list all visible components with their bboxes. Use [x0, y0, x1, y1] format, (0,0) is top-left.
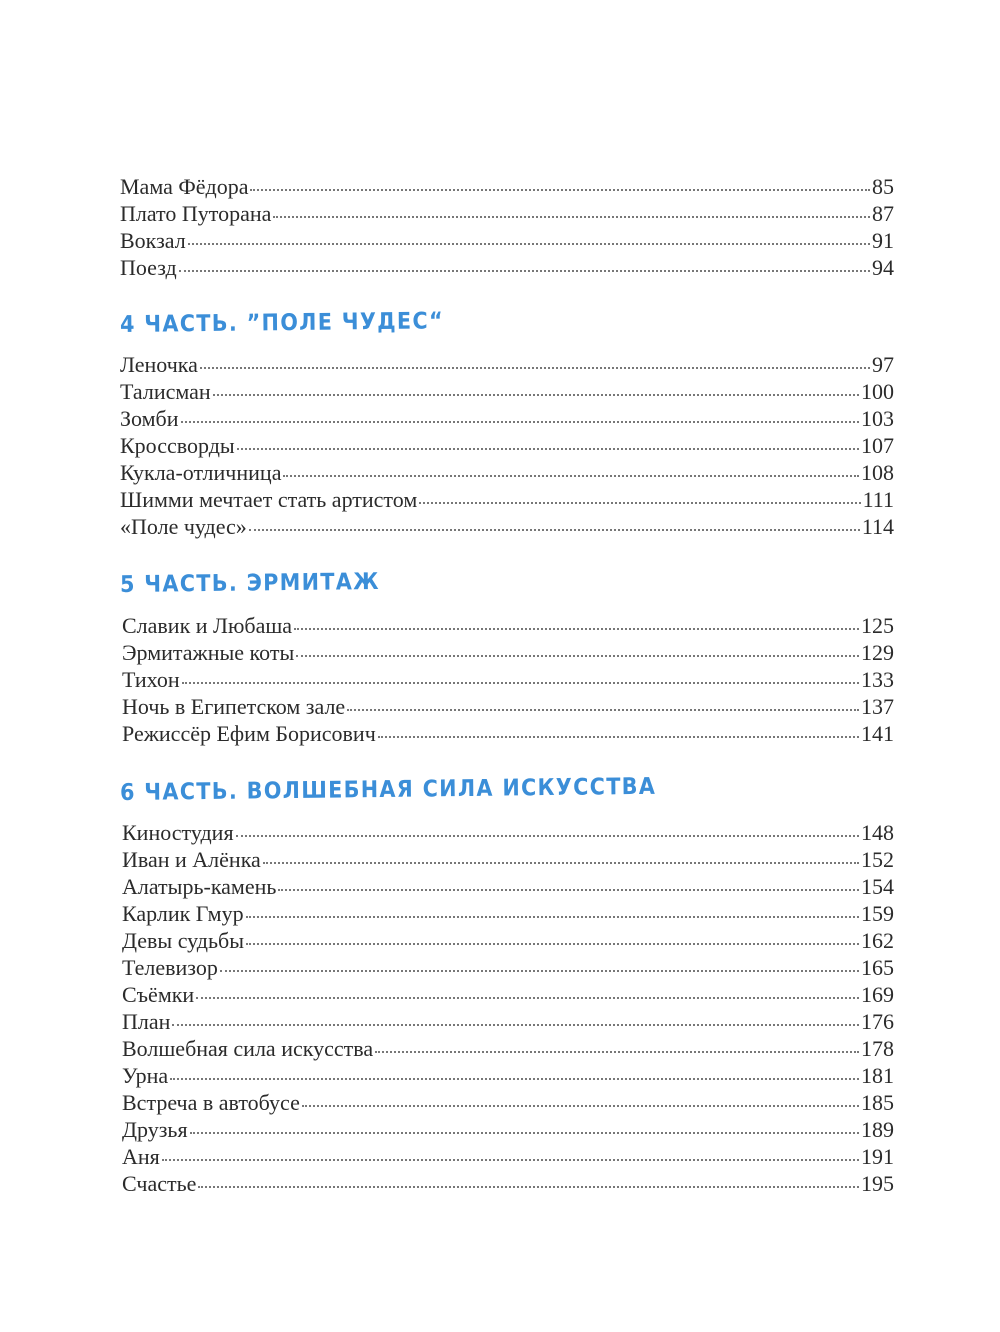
dot-leader [294, 628, 859, 630]
entry-title: План [122, 1009, 171, 1034]
dot-leader [273, 216, 870, 218]
entry-page: 178 [861, 1036, 894, 1061]
entry-page: 191 [861, 1144, 894, 1169]
entry-page: 141 [861, 721, 894, 746]
entry-page: 94 [872, 255, 894, 280]
entry-title: Шимми мечтает стать артистом [120, 487, 418, 512]
entry-title: Плато Путорана [120, 201, 272, 226]
toc-entry [122, 1144, 894, 1171]
dot-leader [278, 889, 859, 891]
toc-entry [120, 174, 894, 201]
entry-page: 162 [861, 928, 894, 953]
entry-page: 137 [861, 694, 894, 719]
toc-entry [122, 640, 894, 667]
toc-entry [122, 955, 894, 982]
entry-title: Телевизор [122, 955, 218, 980]
entry-page: 85 [872, 174, 894, 199]
entry-title: Поезд [120, 255, 177, 280]
entry-title: Режиссёр Ефим Борисович [122, 721, 376, 746]
dot-leader [213, 394, 859, 396]
toc-group-continuation [120, 174, 894, 282]
dot-leader [302, 1105, 859, 1107]
entry-page: 100 [861, 379, 894, 404]
toc-entry [122, 1009, 894, 1036]
entry-title: Друзья [122, 1117, 188, 1142]
toc-entry [120, 406, 894, 433]
toc-entry [122, 1117, 894, 1144]
toc-entry [120, 514, 894, 541]
toc-entry [122, 1063, 894, 1090]
entry-title: Встреча в автобусе [122, 1090, 300, 1115]
dot-leader [263, 862, 859, 864]
entry-page: 114 [861, 514, 894, 539]
dot-leader [188, 243, 870, 245]
toc-entry [122, 694, 894, 721]
dot-leader [182, 682, 859, 684]
toc-group-part-5 [120, 613, 894, 748]
entry-title: «Поле чудес» [120, 514, 247, 539]
entry-title: Алатырь-камень [122, 874, 277, 899]
entry-title: Зомби [120, 406, 179, 431]
dot-leader [196, 997, 859, 999]
entry-title: Ночь в Египетском зале [122, 694, 346, 719]
toc-entry [122, 1090, 894, 1117]
dot-leader [296, 655, 859, 657]
entry-title: Талисман [120, 379, 211, 404]
entry-page: 133 [861, 667, 894, 692]
dot-leader [170, 1078, 859, 1080]
dot-leader [162, 1159, 859, 1161]
entry-page: 185 [861, 1090, 894, 1115]
entry-page: 195 [861, 1171, 894, 1196]
dot-leader [246, 916, 859, 918]
entry-page: 111 [862, 487, 894, 512]
toc-entry [122, 874, 894, 901]
entry-page: 169 [861, 982, 894, 1007]
toc-entry [120, 379, 894, 406]
entry-page: 125 [861, 613, 894, 638]
toc-group-part-6 [120, 820, 894, 1198]
dot-leader [249, 529, 860, 531]
entry-title: Съёмки [122, 982, 195, 1007]
entry-title: Волшебная сила искусства [122, 1036, 374, 1061]
dot-leader [378, 736, 859, 738]
dot-leader [246, 943, 859, 945]
entry-page: 154 [861, 874, 894, 899]
toc-entry [120, 255, 894, 282]
entry-title: Мама Фёдора [120, 174, 249, 199]
toc-entry [122, 928, 894, 955]
dot-leader [250, 189, 870, 191]
entry-page: 148 [861, 820, 894, 845]
entry-page: 97 [872, 352, 894, 377]
toc-entry [122, 667, 894, 694]
toc-entry [122, 721, 894, 748]
entry-page: 176 [861, 1009, 894, 1034]
dot-leader [179, 270, 870, 272]
entry-page: 181 [861, 1063, 894, 1088]
entry-page: 108 [861, 460, 894, 485]
dot-leader [283, 475, 859, 477]
entry-title: Карлик Гмур [122, 901, 244, 926]
dot-leader [172, 1024, 859, 1026]
toc-entry [122, 613, 894, 640]
dot-leader [419, 502, 860, 504]
entry-page: 189 [861, 1117, 894, 1142]
entry-title: Эрмитажные коты [122, 640, 295, 665]
section-heading-part-4: 4 ЧАСТЬ. ”ПОЛЕ ЧУДЕС“ [119, 308, 445, 338]
section-heading-part-6: 6 ЧАСТЬ. ВОЛШЕБНАЯ СИЛА ИСКУССТВА [119, 773, 657, 806]
entry-page: 103 [861, 406, 894, 431]
entry-title: Леночка [120, 352, 198, 377]
dot-leader [375, 1051, 859, 1053]
entry-title: Иван и Алёнка [122, 847, 261, 872]
toc-entry [120, 433, 894, 460]
entry-title: Киностудия [122, 820, 234, 845]
entry-page: 107 [861, 433, 894, 458]
entry-title: Счастье [122, 1171, 197, 1196]
entry-title: Вокзал [120, 228, 186, 253]
toc-entry [122, 847, 894, 874]
dot-leader [181, 421, 860, 423]
entry-page: 129 [861, 640, 894, 665]
toc-entry [120, 201, 894, 228]
dot-leader [190, 1132, 859, 1134]
toc-group-part-4 [120, 352, 894, 541]
toc-entry [122, 901, 894, 928]
entry-page: 165 [861, 955, 894, 980]
toc-entry [122, 820, 894, 847]
toc-entry [122, 1036, 894, 1063]
entry-title: Тихон [122, 667, 180, 692]
entry-title: Урна [122, 1063, 169, 1088]
entry-title: Кукла-отличница [120, 460, 282, 485]
toc-entry [120, 228, 894, 255]
dot-leader [237, 448, 859, 450]
entry-page: 152 [861, 847, 894, 872]
entry-title: Кроссворды [120, 433, 235, 458]
entry-title: Аня [122, 1144, 160, 1169]
toc-entry [120, 352, 894, 379]
toc-entry [122, 982, 894, 1009]
dot-leader [220, 970, 859, 972]
dot-leader [198, 1186, 859, 1188]
dot-leader [236, 835, 859, 837]
entry-title: Славик и Любаша [122, 613, 293, 638]
entry-page: 91 [872, 228, 894, 253]
dot-leader [347, 709, 859, 711]
entry-page: 87 [872, 201, 894, 226]
toc-entry [120, 487, 894, 514]
toc-entry [122, 1171, 894, 1198]
entry-page: 159 [861, 901, 894, 926]
entry-title: Девы судьбы [122, 928, 244, 953]
table-of-contents [120, 174, 894, 1198]
dot-leader [200, 367, 870, 369]
section-heading-part-5: 5 ЧАСТЬ. ЭРМИТАЖ [119, 568, 380, 598]
toc-entry [120, 460, 894, 487]
